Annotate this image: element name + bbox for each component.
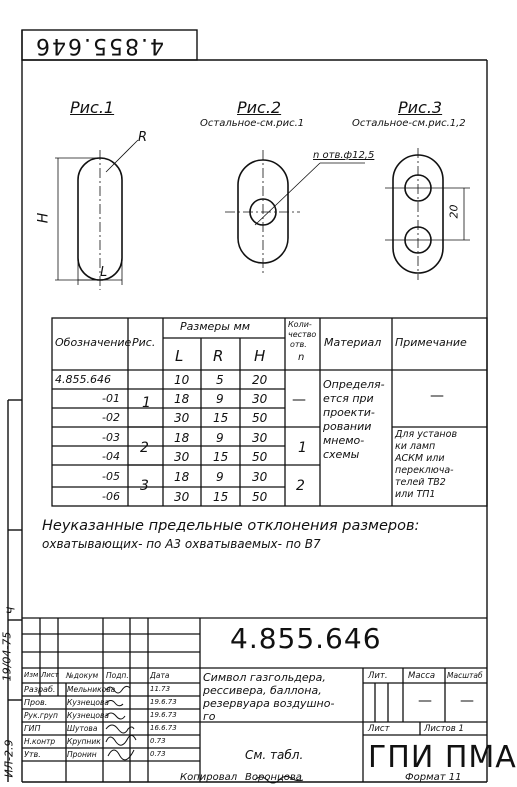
row-3-l: 18: [174, 431, 190, 445]
row-2-r: 15: [213, 411, 229, 425]
corner-number: 4.855.646: [34, 33, 164, 58]
lit-header: Лит.: [368, 671, 388, 681]
row-6-h: 50: [252, 490, 268, 504]
header-holes-2: чество: [288, 330, 317, 339]
title-block-material: См. табл.: [245, 748, 304, 762]
header-r: R: [213, 347, 224, 365]
holes-group-1: —: [292, 392, 306, 408]
row-0-r: 5: [216, 373, 224, 387]
name-5: Пронин: [67, 750, 97, 759]
header-dims-group: Размеры мм: [180, 320, 251, 333]
sheet-label: Лист: [368, 724, 390, 734]
date-0: 11.73: [150, 685, 171, 693]
copied-name: Воронцова: [245, 772, 302, 783]
row-0-designation: 4.855.646: [55, 373, 111, 386]
role-3: ГИП: [24, 724, 41, 733]
title-block-name-2: рессивера, баллона,: [203, 684, 322, 697]
material-line-2: ется при: [323, 392, 374, 405]
date-2: 19.6.73: [150, 711, 177, 719]
title-block-name-4: го: [203, 710, 216, 723]
header-fig: Рис.: [132, 336, 156, 349]
header-note: Примечание: [395, 336, 467, 349]
material-line-6: схемы: [323, 448, 360, 461]
row-1-l: 18: [174, 392, 190, 406]
copied-label: Копировал: [180, 772, 238, 783]
material-line-3: проекти-: [323, 406, 375, 419]
row-3-designation: -03: [102, 431, 120, 444]
name-2: Кузнецова: [67, 711, 109, 720]
row-1-h: 30: [252, 392, 268, 406]
figure-2-hole-note: n отв.ф12,5: [313, 150, 375, 161]
note-line-6: или ТП1: [395, 489, 436, 500]
material-line-1: Определя-: [323, 378, 385, 391]
header-holes-1: Коли-: [288, 320, 312, 329]
row-2-l: 30: [174, 411, 190, 425]
col-header-izm: Изм: [24, 671, 39, 679]
figure-3-dim: 20: [447, 204, 461, 219]
figure-2-title: Рис.2: [237, 98, 282, 117]
row-3-h: 30: [252, 431, 268, 445]
row-6-r: 15: [213, 490, 229, 504]
row-5-l: 18: [174, 470, 190, 484]
col-header-date: Дата: [150, 671, 170, 680]
row-6-designation: -06: [102, 490, 120, 503]
col-header-sign: Подп.: [106, 671, 129, 680]
note-line-5: телей ТВ2: [395, 477, 446, 488]
row-5-designation: -05: [102, 470, 120, 483]
title-block-number: 4.855.646: [230, 622, 382, 655]
tolerance-note-line-1: Неуказанные предельные отклонения размеров:: [42, 518, 420, 534]
fig-group-1: 1: [142, 395, 151, 411]
name-3: Шутова: [67, 724, 98, 733]
row-3-r: 9: [216, 431, 224, 445]
side-stamp-3: Ч: [4, 606, 18, 615]
sheets-label: Листов 1: [424, 724, 464, 734]
header-holes-3: отв.: [290, 340, 307, 349]
figure-2-subtitle: Остальное-см.рис.1: [200, 118, 305, 129]
figure-1-title: Рис.1: [70, 98, 115, 117]
note-line-1: Для установ: [395, 429, 458, 440]
title-block-name-3: резервуара воздушно-: [203, 697, 335, 710]
side-stamp-1: ИЛ-2.9: [2, 739, 16, 778]
header-h: H: [254, 347, 266, 365]
scale-header: Масштаб: [447, 671, 483, 680]
figure-1-label-h: H: [35, 212, 52, 224]
material-line-5: мнемо-: [323, 434, 365, 447]
figure-3-title: Рис.3: [398, 98, 443, 117]
figure-1-label-l: L: [100, 265, 108, 280]
side-stamp-2: 19/04-75: [0, 631, 14, 682]
format-label: Формат 11: [405, 772, 462, 783]
header-l: L: [175, 347, 184, 365]
header-designation: Обозначение: [55, 336, 132, 349]
role-2: Рук.груп: [24, 711, 58, 720]
col-header-doc: №докум: [66, 671, 99, 680]
row-5-h: 30: [252, 470, 268, 484]
note-line-4: переключа-: [395, 465, 454, 476]
role-4: Н.контр: [24, 737, 56, 746]
scale-value: —: [460, 693, 474, 709]
row-5-r: 9: [216, 470, 224, 484]
name-1: Кузнецова: [67, 698, 109, 707]
row-2-designation: -02: [102, 411, 120, 424]
row-1-r: 9: [216, 392, 224, 406]
title-block-name-1: Символ газгольдера,: [203, 671, 326, 684]
role-1: Пров.: [24, 698, 48, 707]
figure-1-label-r: R: [138, 130, 148, 145]
note-dash: —: [430, 388, 444, 404]
tolerance-note-line-2: охватывающих- по А3 охватываемых- по В7: [42, 537, 321, 551]
date-4: 0.73: [150, 737, 166, 745]
role-5: Утв.: [24, 750, 41, 759]
row-2-h: 50: [252, 411, 268, 425]
role-0: Разраб.: [24, 685, 56, 694]
row-4-r: 15: [213, 450, 229, 464]
header-material: Материал: [324, 336, 382, 349]
note-line-3: АСКМ или: [395, 453, 445, 464]
row-0-h: 20: [252, 373, 268, 387]
date-3: 16.6.73: [150, 724, 177, 732]
name-4: Крупник: [67, 737, 101, 746]
mass-value: —: [418, 693, 432, 709]
row-1-designation: -01: [102, 392, 120, 405]
row-4-h: 50: [252, 450, 268, 464]
organization: ГПИ ПМА: [368, 740, 517, 775]
header-holes-4: n: [298, 352, 305, 363]
date-5: 0.73: [150, 750, 166, 758]
holes-group-3: 2: [296, 478, 305, 494]
date-1: 19.6.73: [150, 698, 177, 706]
holes-group-2: 1: [298, 440, 307, 456]
row-6-l: 30: [174, 490, 190, 504]
material-line-4: ровании: [323, 420, 372, 433]
col-header-list: Лист: [41, 671, 59, 679]
row-4-designation: -04: [102, 450, 120, 463]
fig-group-3: 3: [140, 478, 149, 494]
mass-header: Масса: [408, 671, 436, 681]
figure-3-subtitle: Остальное-см.рис.1,2: [352, 118, 466, 129]
note-line-2: ки ламп: [395, 441, 436, 452]
row-4-l: 30: [174, 450, 190, 464]
fig-group-2: 2: [140, 440, 149, 456]
row-0-l: 10: [174, 373, 190, 387]
name-0: Мельникова: [67, 685, 116, 694]
